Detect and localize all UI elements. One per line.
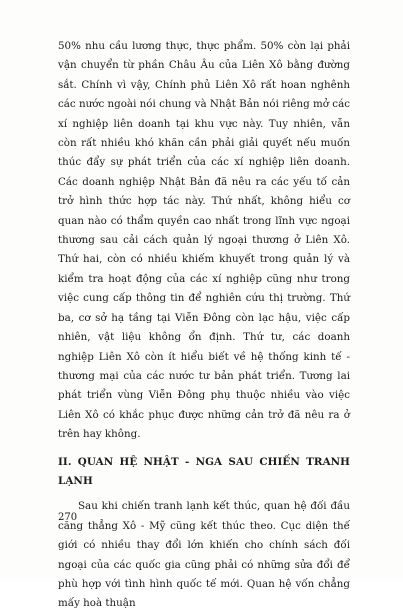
section-heading: II. QUAN HỆ NHẬT - NGA SAU CHIẾN TRANH LẠNH [58,455,350,487]
text-block [58,37,350,614]
paragraph-2: Sau khi chiến tranh lạnh kết thúc, quan hệ đối đầu căng thẳng Xô - Mỹ cũng kết thúc theo. Cục diện thế giới có nhiều thay đổi lớn khiến cho chính sách đối ngoại của các quốc gia cũng phải có những sửa đổi để phù hợp với tình hình quốc tế mới. Quan hệ vốn chẳng mấy hoà thuận [58,500,350,610]
page-number: 270 [58,512,78,523]
paragraph-1: 50% nhu cầu lương thực, thực phẩm. 50% còn lại phải vận chuyển từ phần Châu Âu của Liên Xô bằng đường sắt. Chính vì vậy, Chính phủ Liên Xô rất hoan nghênh các nước ngoài nói chung và Nhật Bản nói riêng mở các xí nghiệp liên doanh tại khu vực này. Tuy nhiên, vẫn còn rất nhiều khó khăn cần phải giải quyết nếu muốn thúc đẩy sự phát triển của các xí nghiệp liên doanh. Các doanh nghiệp Nhật Bản đã nêu ra các yếu tố cản trở hình thức hợp tác này. Thứ nhất, không hiểu cơ quan nào có thẩm quyền cao nhất trong lĩnh vực ngoại thương sau cải cách quản lý ngoại thương ở Liên Xô. Thứ hai, còn có nhiều khiếm khuyết trong quản lý và kiểm tra hoạt động của các xí nghiệp cũng như trong việc cung cấp thông tin để nghiên cứu thị trường. Thứ ba, cơ sở hạ tầng tại Viễn Đông còn lạc hậu, việc cấp nhiên, vật liệu không ổn định. Thứ tư, các doanh nghiệp Liên Xô còn ít hiểu biết về hệ thống kinh tế - thương mại của các nước tư bản phát triển. Tương lai phát triển vùng Viễn Đông phụ thuộc nhiều vào việc Liên Xô có khắc phục được những cản trở đã nêu ra ở trên hay không. [58,40,350,441]
